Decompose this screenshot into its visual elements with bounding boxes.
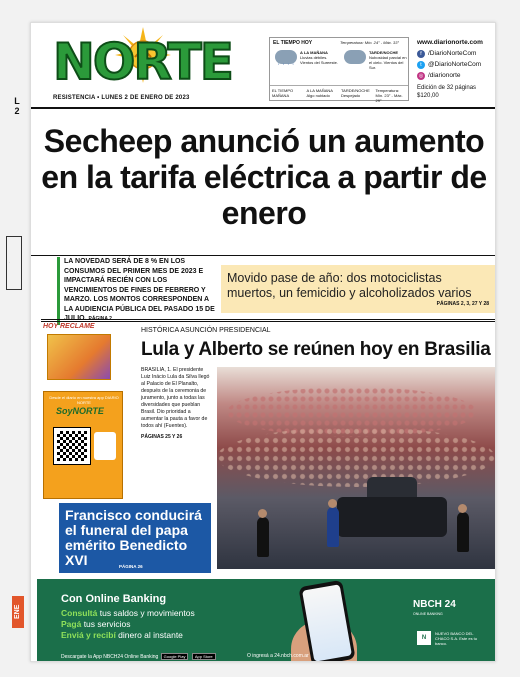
masthead-rule [31, 107, 496, 109]
guard-head-2 [458, 504, 467, 513]
bank-seal-icon: N [417, 631, 431, 645]
weather-note: Temperatura: Mín. 24° - Máx. 33° [340, 40, 400, 45]
facebook-icon: f [417, 50, 425, 58]
lula-body: BRASILIA, 1. El presidente Luiz Inácio Lula da Silva llegó al Palacio de El Planalto, después de la ceremonia de juramento, junto a todas las diversidades que pueblan Brasil. Dio prioridad a aumentar la pauta a favor de todos ahí (Fuentes). PÁGINAS 25 Y 26 [141, 367, 213, 441]
section-marker: L 2 [14, 96, 20, 116]
francisco-page: PÁGINA 26 [119, 564, 143, 569]
social-links [417, 37, 496, 100]
person-figure [327, 507, 339, 547]
lula-pages: PÁGINAS 25 Y 26 [141, 434, 183, 440]
bank-name: NUEVO BANCO DEL CHACO S.A. Este es tu banco. [435, 631, 478, 646]
edition-info: Edición de 32 páginas $120,00 [417, 85, 477, 99]
facebook-link[interactable]: f /DiarioNorteCom [417, 48, 496, 59]
francisco-title: Francisco conducirá el funeral del papa emérito Benedicto XVI [65, 507, 202, 568]
novedad-page: PÁGINA 2 [88, 316, 112, 322]
lula-photo[interactable] [217, 367, 495, 569]
lula-headline[interactable]: Lula y Alberto se reúnen hoy en Brasilia [141, 339, 491, 360]
instagram-icon: ◎ [418, 72, 424, 79]
section-divider [41, 319, 496, 322]
weather-afternoon: TARDE/NOCHE Nubosidad parcial en el cielo. Vientos del Sur. [369, 50, 407, 70]
reclame-ad[interactable] [43, 323, 125, 501]
weather-tomorrow-row: EL TIEMPO MAÑANA A LA MAÑANA Algo nublado TARDE/NOCHE Despejado Temperatura: Mín. 23° - Máx. 29° [270, 85, 408, 105]
weather-title: EL TIEMPO HOY [273, 40, 313, 46]
app-store-badge[interactable]: App Store [192, 653, 216, 660]
person-head [328, 499, 337, 508]
norte-logo[interactable] [53, 29, 243, 89]
reclame-app-ad: Desde el diario en nuestra app DIARIO NORTE SoyNORTE [43, 391, 123, 499]
instagram-link[interactable]: ◎ /diarionorte [418, 72, 461, 79]
newspaper-page [30, 22, 496, 662]
month-tab: ENE [12, 596, 24, 628]
francisco-story[interactable] [59, 503, 211, 573]
guard-head [258, 509, 267, 518]
twitter-icon: t [417, 61, 425, 69]
reclame-product-image [47, 334, 111, 380]
guard-figure [257, 517, 269, 557]
bank-url[interactable]: O ingresá a 24.nbch.com.ar [247, 653, 309, 659]
lula-kicker: HISTÓRICA ASUNCIÓN PRESIDENCIAL [141, 327, 271, 334]
main-headline[interactable]: Secheep anunció un aumento en la tarifa eléctrica a partir de enero [41, 123, 487, 231]
nbch-ad-banner[interactable]: Con Online Banking Consultá tus saldos y movimientos Pagá tus servicios Enviá y recibí dinero al instante NBCH 24 ONLINE BANKING N NUEVO BANCO DEL CHACO S.A. Este es tu banco. Descargate la App NBCH24 Online Banking Google Play App Store O ingresá a 24.nbch.com.ar [37, 579, 496, 662]
rain-drops-icon: ' ' ' ' [278, 64, 295, 70]
reclame-title: HOY RECLAME [43, 323, 95, 330]
car [337, 497, 447, 537]
novedad-summary[interactable]: LA NOVEDAD SERÁ DE 8 % EN LOS CONSUMOS DEL PRIMER MES DE 2023 E IMPACTARÁ RECIÉN CON LOS VENCIMIENTOS DE FINES DE FEBRERO Y MARZO. LOS MONTOS CORRESPONDEN A LA AUDIENCIA PÚBLICA DEL PASADO 15 DE JULIO. PÁGINA 2 [57, 257, 215, 325]
cloud-icon [344, 50, 366, 64]
google-play-badge[interactable]: Google Play [161, 653, 189, 660]
phone-icon [94, 432, 116, 460]
qr-code-icon [54, 428, 90, 464]
website-link[interactable]: www.diarionorte.com [417, 39, 483, 46]
movido-title: Movido pase de año: dos motociclistas muertos, un femicidio y alcoholizados varios [227, 271, 472, 300]
guard-figure-2 [457, 512, 469, 552]
twitter-link[interactable]: t @DiarioNorteCom [417, 59, 496, 70]
nbch-logo: NBCH 24 [413, 599, 456, 610]
dateline: RESISTENCIA • LUNES 2 DE ENERO DE 2023 [53, 95, 190, 101]
movido-story[interactable] [221, 265, 495, 313]
weather-morning: A LA MAÑANA Lluvias débiles. Vientos del Sureeste. [300, 50, 338, 65]
crowd-texture-2 [217, 427, 495, 487]
download-text: Descargate la App NBCH24 Online Banking Google Play App Store [61, 653, 217, 660]
headline-rule [31, 255, 496, 256]
logo-wordmark: NORTE [53, 33, 232, 91]
movido-pages: PÁGINAS 2, 3, 27 Y 28 [436, 301, 489, 307]
cloud-rain-icon [275, 50, 297, 64]
small-side-box: · [6, 236, 22, 290]
banner-headline: Con Online Banking [61, 593, 167, 605]
masthead [31, 23, 496, 109]
weather-box [269, 37, 409, 101]
